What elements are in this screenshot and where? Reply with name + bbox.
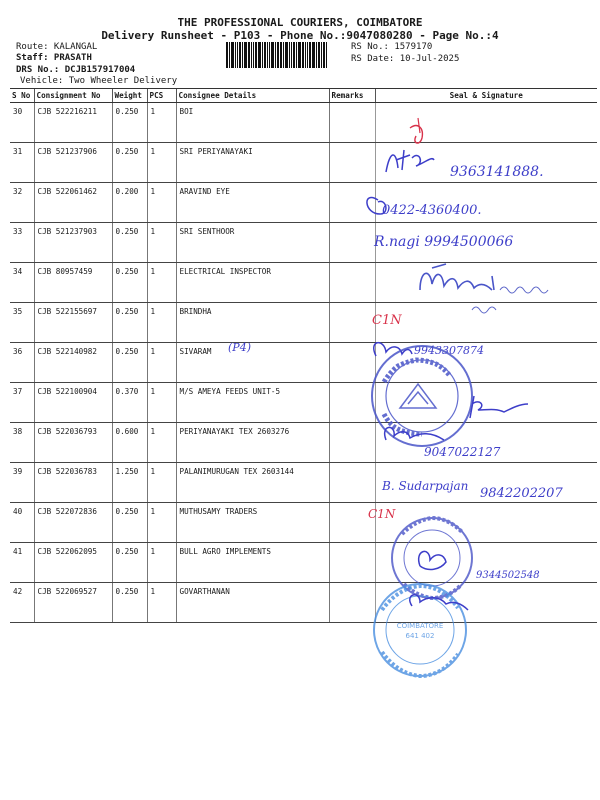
route-label: Route: KALANGAL	[16, 42, 98, 52]
col-sno: S No	[10, 89, 34, 103]
cell-sno: 32	[10, 183, 34, 223]
stamp-pin: 641 402	[405, 632, 435, 640]
cell-weight: 0.250	[112, 543, 147, 583]
cell-remarks	[329, 183, 375, 223]
cell-consignee: SIVARAM	[176, 343, 329, 383]
table-row	[10, 183, 597, 223]
cell-consignee: MUTHUSAMY TRADERS	[176, 503, 329, 543]
cell-signature	[375, 303, 597, 343]
table-row	[10, 503, 597, 543]
handwritten-phone: 9842202207	[480, 486, 563, 501]
cell-weight: 0.370	[112, 383, 147, 423]
cell-consignee: PERIYANAYAKI TEX 2603276	[176, 423, 329, 463]
cell-consignee: M/S AMEYA FEEDS UNIT-5	[176, 383, 329, 423]
rs-date: RS Date: 10-Jul-2025	[351, 54, 460, 64]
cell-weight: 0.250	[112, 263, 147, 303]
cell-consignment: CJB 80957459	[34, 263, 112, 303]
company-title: THE PROFESSIONAL COURIERS, COIMBATORE	[177, 16, 423, 29]
cell-pcs: 1	[147, 463, 176, 503]
staff-label: Staff: PRASATH	[16, 53, 92, 63]
cell-pcs: 1	[147, 303, 176, 343]
cell-consignment: CJB 522062095	[34, 543, 112, 583]
cell-signature	[375, 543, 597, 583]
cell-consignee: PALANIMURUGAN TEX 2603144	[176, 463, 329, 503]
table-row	[10, 423, 597, 463]
cell-pcs: 1	[147, 103, 176, 143]
cell-consignee: ELECTRICAL INSPECTOR	[176, 263, 329, 303]
cell-signature	[375, 383, 597, 423]
runsheet-subtitle: Delivery Runsheet - P103 - Phone No.:9047080280 - Page No.:4	[101, 29, 499, 42]
cell-pcs: 1	[147, 503, 176, 543]
cell-pcs: 1	[147, 263, 176, 303]
cell-remarks	[329, 503, 375, 543]
cell-remarks	[329, 263, 375, 303]
cell-signature	[375, 143, 597, 183]
cell-signature	[375, 223, 597, 263]
cell-consignee: SRI SENTHOOR	[176, 223, 329, 263]
col-remarks: Remarks	[329, 89, 375, 103]
rs-number: RS No.: 1579170	[351, 42, 433, 52]
cell-sno: 39	[10, 463, 34, 503]
cell-consignee: ARAVIND EYE	[176, 183, 329, 223]
table-row	[10, 143, 597, 183]
col-pcs: PCS	[147, 89, 176, 103]
cell-consignment: CJB 522072836	[34, 503, 112, 543]
cell-signature	[375, 103, 597, 143]
vehicle-label: Vehicle: Two Wheeler Delivery	[20, 76, 178, 86]
cell-consignment: CJB 522140982	[34, 343, 112, 383]
handwritten-phone: 9344502548	[476, 570, 540, 581]
cell-pcs: 1	[147, 543, 176, 583]
cell-signature	[375, 183, 597, 223]
cell-consignment: CJB 521237906	[34, 143, 112, 183]
cell-signature	[375, 583, 597, 623]
table-row	[10, 463, 597, 503]
cell-consignee: BOI	[176, 103, 329, 143]
table-row	[10, 103, 597, 143]
handwritten-name: B. Sudarpajan	[382, 479, 469, 493]
cell-sno: 30	[10, 103, 34, 143]
table-row	[10, 223, 597, 263]
cell-remarks	[329, 103, 375, 143]
cell-weight: 0.250	[112, 503, 147, 543]
cell-pcs: 1	[147, 383, 176, 423]
cell-signature	[375, 423, 597, 463]
handwritten-phone: 9943307874	[414, 344, 484, 357]
table-header-row	[10, 89, 597, 103]
cell-sno: 38	[10, 423, 34, 463]
handwritten-note: (P4)	[228, 341, 251, 354]
cell-weight: 0.600	[112, 423, 147, 463]
handwritten-phone: 9363141888.	[450, 164, 544, 180]
handwritten-phone: 9047022127	[424, 445, 501, 459]
cell-sno: 36	[10, 343, 34, 383]
cell-weight: 1.250	[112, 463, 147, 503]
cell-sno: 35	[10, 303, 34, 343]
cell-signature	[375, 463, 597, 503]
cell-sno: 37	[10, 383, 34, 423]
cell-consignee: BRINDHA	[176, 303, 329, 343]
table-row	[10, 263, 597, 303]
handwritten-note: C1N	[368, 507, 396, 521]
col-consignee: Consignee Details	[176, 89, 329, 103]
cell-weight: 0.250	[112, 223, 147, 263]
cell-remarks	[329, 423, 375, 463]
cell-consignee: BULL AGRO IMPLEMENTS	[176, 543, 329, 583]
cell-sno: 42	[10, 583, 34, 623]
table-row	[10, 383, 597, 423]
cell-weight: 0.250	[112, 103, 147, 143]
drs-number: DRS No.: DCJB157917004	[16, 65, 136, 75]
cell-pcs: 1	[147, 423, 176, 463]
cell-weight: 0.250	[112, 303, 147, 343]
stamp-city: COIMBATORE	[396, 622, 444, 630]
cell-remarks	[329, 583, 375, 623]
cell-consignment: CJB 522155697	[34, 303, 112, 343]
cell-signature	[375, 503, 597, 543]
cell-weight: 0.250	[112, 143, 147, 183]
cell-consignment: CJB 522036783	[34, 463, 112, 503]
cell-weight: 0.250	[112, 343, 147, 383]
cell-sno: 41	[10, 543, 34, 583]
cell-sno: 40	[10, 503, 34, 543]
cell-consignee: GOVARTHANAN	[176, 583, 329, 623]
handwritten-note: C1N	[372, 313, 402, 328]
handwritten-phone: 0422-4360400.	[382, 203, 482, 218]
table-row	[10, 583, 597, 623]
cell-remarks	[329, 143, 375, 183]
cell-pcs: 1	[147, 583, 176, 623]
cell-consignment: CJB 522100904	[34, 383, 112, 423]
cell-remarks	[329, 383, 375, 423]
barcode	[226, 42, 346, 68]
col-weight: Weight	[112, 89, 147, 103]
cell-signature	[375, 263, 597, 303]
table-row	[10, 543, 597, 583]
cell-consignment: CJB 522036793	[34, 423, 112, 463]
cell-pcs: 1	[147, 343, 176, 383]
cell-signature	[375, 343, 597, 383]
col-seal-signature: Seal & Signature	[375, 89, 597, 103]
table-row	[10, 343, 597, 383]
cell-remarks	[329, 303, 375, 343]
table-row	[10, 303, 597, 343]
cell-consignment: CJB 521237903	[34, 223, 112, 263]
cell-consignment: CJB 522069527	[34, 583, 112, 623]
cell-remarks	[329, 543, 375, 583]
cell-sno: 31	[10, 143, 34, 183]
cell-remarks	[329, 343, 375, 383]
cell-pcs: 1	[147, 183, 176, 223]
cell-consignee: SRI PERIYANAYAKI	[176, 143, 329, 183]
cell-pcs: 1	[147, 143, 176, 183]
cell-sno: 34	[10, 263, 34, 303]
cell-remarks	[329, 463, 375, 503]
cell-sno: 33	[10, 223, 34, 263]
handwritten-phone: R.nagi 9994500066	[374, 234, 514, 250]
cell-consignment: CJB 522061462	[34, 183, 112, 223]
runsheet-table	[10, 88, 597, 623]
cell-pcs: 1	[147, 223, 176, 263]
cell-remarks	[329, 223, 375, 263]
cell-consignment: CJB 522216211	[34, 103, 112, 143]
cell-weight: 0.200	[112, 183, 147, 223]
cell-weight: 0.250	[112, 583, 147, 623]
col-consignment: Consignment No	[34, 89, 112, 103]
